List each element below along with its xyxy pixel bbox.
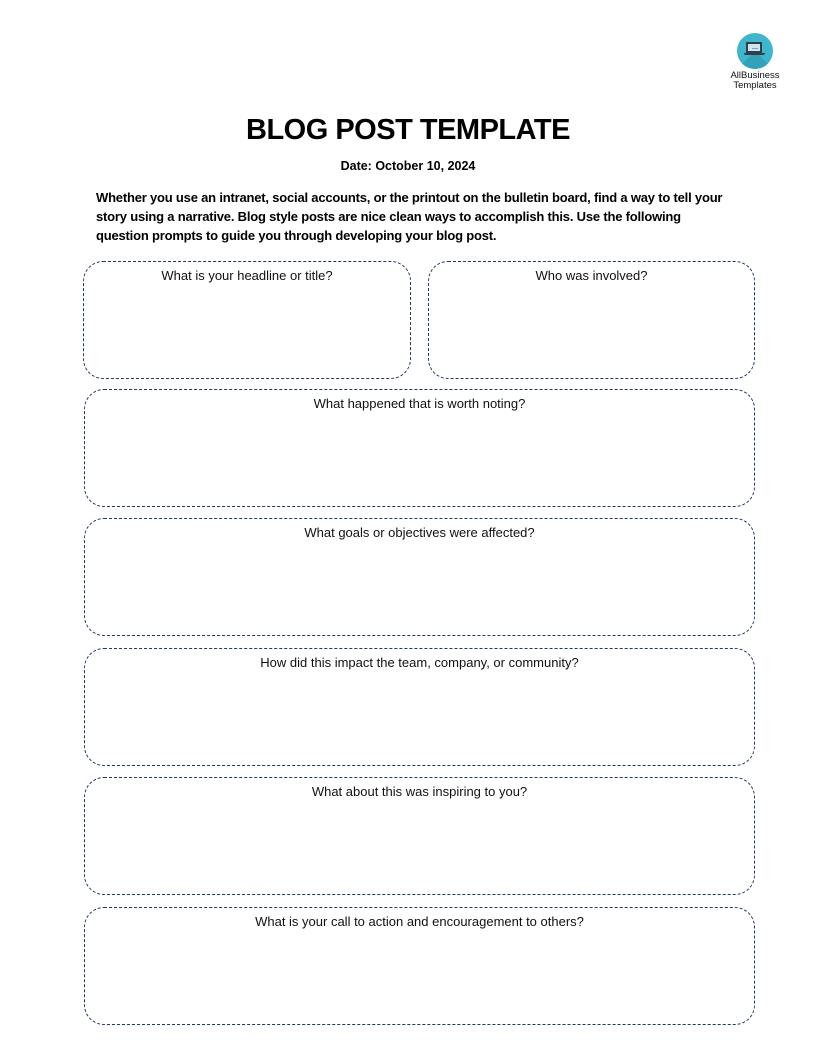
prompt-label: How did this impact the team, company, or community? bbox=[260, 655, 579, 670]
prompt-box-goals[interactable] bbox=[84, 518, 755, 636]
page-title: BLOG POST TEMPLATE bbox=[246, 114, 570, 146]
logo-text bbox=[724, 71, 786, 91]
prompt-box-what-happened[interactable] bbox=[84, 389, 755, 507]
prompt-label: What is your headline or title? bbox=[161, 268, 333, 283]
prompt-label: What happened that is worth noting? bbox=[313, 396, 526, 411]
prompt-box-inspiring[interactable] bbox=[84, 777, 755, 895]
prompt-box-headline[interactable] bbox=[83, 261, 411, 379]
prompt-box-impact[interactable] bbox=[84, 648, 755, 766]
prompt-label: What is your call to action and encouragement to others? bbox=[255, 914, 584, 929]
prompt-box-call-to-action[interactable] bbox=[84, 907, 755, 1025]
prompt-box-involved[interactable] bbox=[428, 261, 755, 379]
prompt-label: What about this was inspiring to you? bbox=[311, 784, 528, 799]
allbusiness-logo bbox=[724, 33, 786, 91]
prompt-label: What goals or objectives were affected? bbox=[304, 525, 535, 540]
laptop-icon bbox=[737, 33, 773, 69]
intro-paragraph: Whether you use an intranet, social accounts, or the printout on the bulletin board, find a way to tell your story using a narrative. Blog style posts are nice clean ways to accomplish this. Use the following question prompts to guide you through developing your blog post. bbox=[96, 190, 723, 243]
date-line: Date: October 10, 2024 bbox=[340, 159, 476, 173]
logo-line-1: AllBusiness bbox=[730, 70, 780, 81]
prompt-label: Who was involved? bbox=[535, 268, 648, 283]
logo-line-2: Templates bbox=[733, 80, 777, 91]
